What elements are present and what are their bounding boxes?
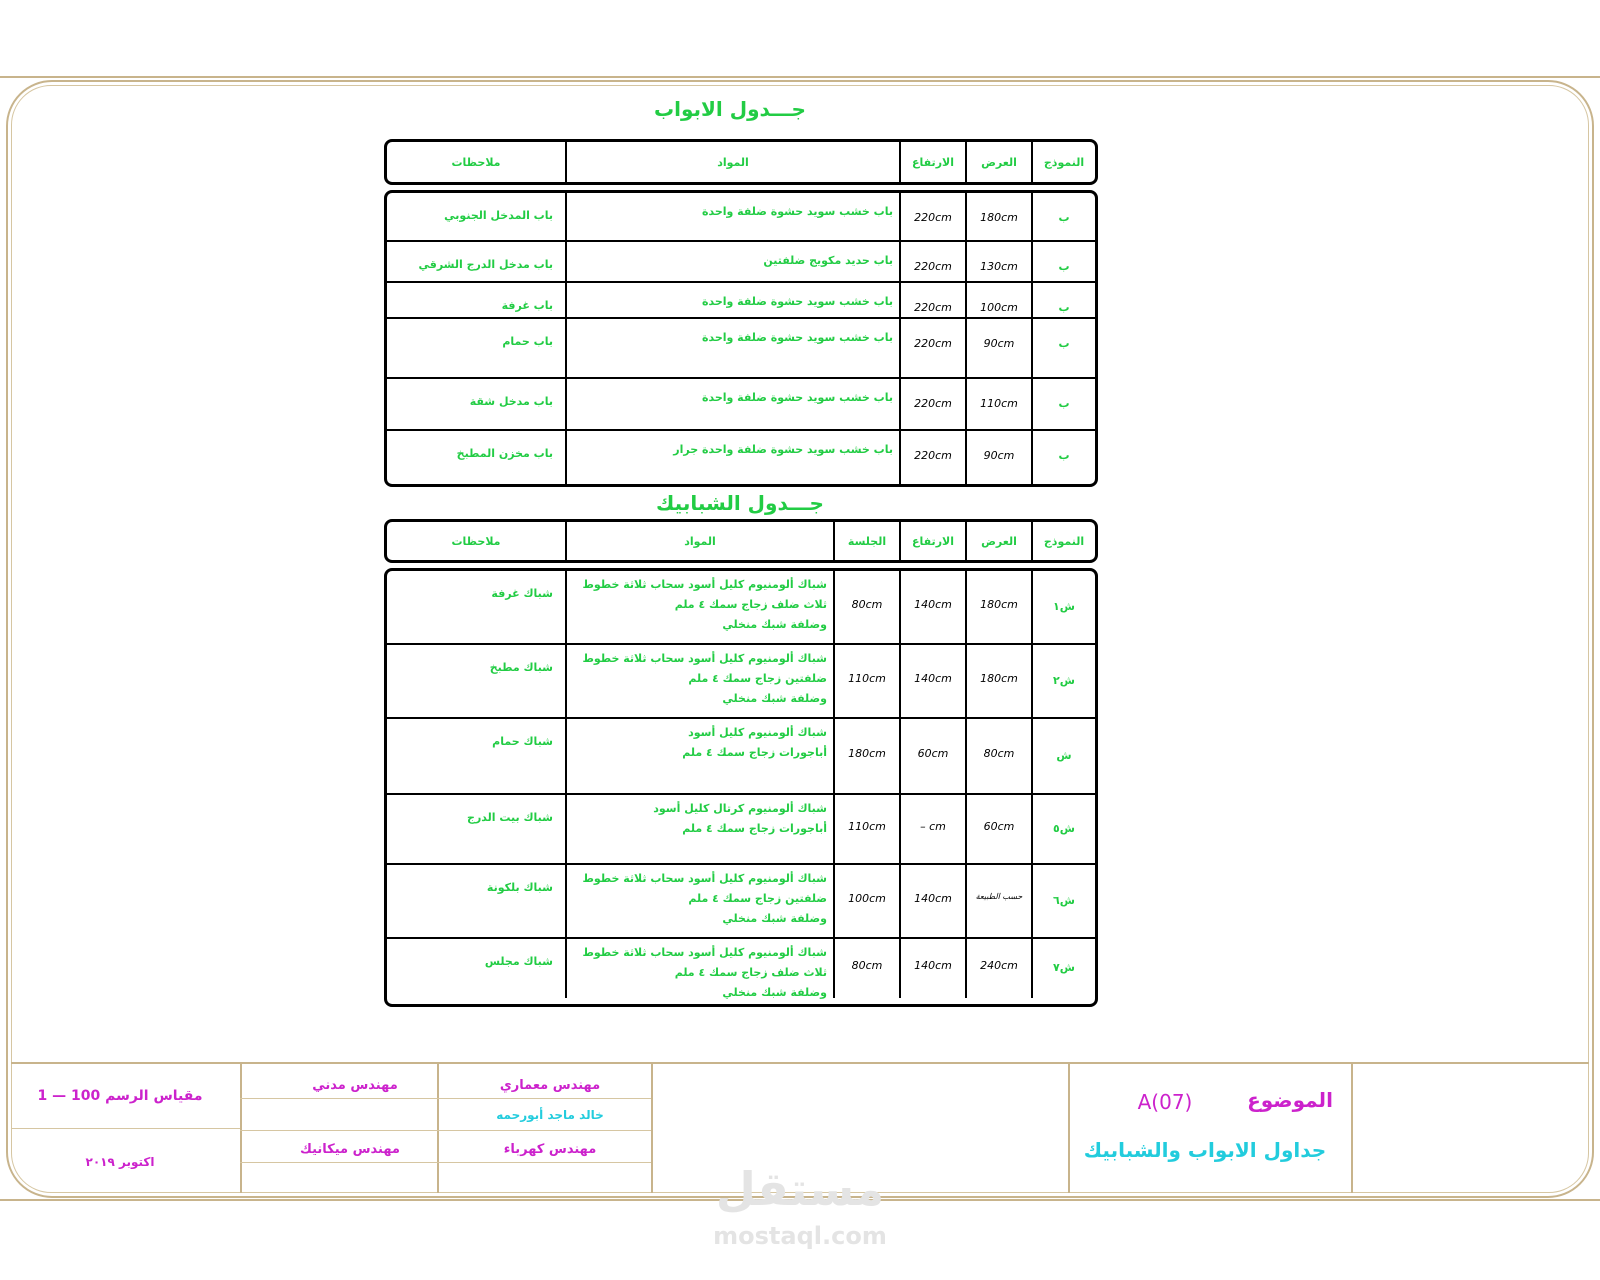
table-row	[387, 719, 1095, 795]
window-height: 140cm	[899, 645, 965, 717]
architect-name: خالد ماجد أبورحمه	[496, 1108, 604, 1122]
table-row	[387, 283, 1095, 319]
title-block-divider	[437, 1062, 439, 1193]
window-height: 140cm	[899, 865, 965, 937]
material-line: وضلفة شبك منخلي	[722, 912, 827, 925]
door-height: 220cm	[899, 379, 965, 429]
door-code: ب	[1031, 379, 1095, 429]
material-line: باب خشب سويد حشوة ضلفة واحدة	[701, 295, 893, 308]
window-width: 80cm	[965, 719, 1031, 793]
window-width: 180cm	[965, 571, 1031, 643]
material-line: باب خشب سويد حشوة ضلفة واحدة	[701, 391, 893, 404]
window-sill: 180cm	[833, 719, 899, 793]
header-material: المواد	[565, 142, 899, 182]
watermark-logo: مستقل	[715, 1162, 885, 1216]
material-line: ثلاث ضلف زجاج سمك ٤ ملم	[674, 598, 827, 611]
architect-label: مهندس معماري	[499, 1078, 601, 1093]
header-height: الارتفاع	[899, 142, 965, 182]
title-block-rule	[240, 1098, 651, 1099]
doors-table	[384, 139, 1098, 487]
window-notes: شباك مجلس	[484, 955, 553, 968]
doors-table-header	[384, 139, 1098, 185]
door-material	[565, 242, 899, 281]
window-height: – cm	[899, 795, 965, 863]
material-line: ضلفتين زجاج سمك ٤ ملم	[688, 892, 827, 905]
window-width: حسب الطبيعة	[965, 865, 1031, 937]
material-line: ضلفتين زجاج سمك ٤ ملم	[688, 672, 827, 685]
door-code: ب	[1031, 283, 1095, 317]
material-line: شباك ألومنيوم كليل أسود سحاب ثلاثة خطوط	[582, 946, 827, 959]
material-line: وضلفة شبك منخلي	[722, 986, 827, 999]
door-width: 130cm	[965, 242, 1031, 281]
door-notes: باب مخزن المطبخ	[456, 447, 553, 460]
door-material	[565, 193, 899, 240]
window-material	[565, 795, 833, 863]
civil-engineer-label: مهندس مدني	[312, 1078, 398, 1093]
material-line: وضلفة شبك منخلي	[722, 618, 827, 631]
window-code: ش٥	[1031, 795, 1095, 863]
door-code: ب	[1031, 193, 1095, 240]
title-block-rule	[240, 1130, 651, 1131]
door-width: 100cm	[965, 283, 1031, 317]
table-row	[387, 379, 1095, 431]
window-code: ش١	[1031, 571, 1095, 643]
material-line: شباك ألومنيوم كليل أسود سحاب ثلاثة خطوط	[582, 872, 827, 885]
table-row	[387, 939, 1095, 998]
scale-label: مقياس الرسم 100 — 1	[37, 1088, 203, 1104]
material-line: شباك ألومنيوم كليل أسود	[688, 726, 827, 739]
door-material	[565, 319, 899, 377]
window-height: 140cm	[899, 939, 965, 998]
window-code: ش٢	[1031, 645, 1095, 717]
subject-title: جداول الابواب والشبابيك	[1083, 1138, 1327, 1162]
date-label: اكتوبر ٢٠١٩	[85, 1155, 155, 1169]
window-width: 180cm	[965, 645, 1031, 717]
window-notes: شباك حمام	[492, 735, 553, 748]
door-code: ب	[1031, 431, 1095, 484]
watermark-site: mostaql.com	[713, 1222, 887, 1250]
window-notes: شباك بيت الدرج	[467, 811, 553, 824]
table-row	[387, 571, 1095, 645]
window-material	[565, 645, 833, 717]
table-row	[387, 319, 1095, 379]
mechanical-engineer-label: مهندس ميكانيك	[299, 1142, 400, 1157]
subject-label: الموضوع	[1247, 1088, 1333, 1112]
door-notes: باب مدخل شقة	[469, 395, 553, 408]
door-code: ب	[1031, 242, 1095, 281]
material-line: شباك ألومنيوم كليل أسود سحاب ثلاثة خطوط	[582, 652, 827, 665]
table-row	[387, 431, 1095, 484]
sheet-number: A(07)	[1137, 1090, 1193, 1114]
header-height: الارتفاع	[899, 522, 965, 560]
window-sill: 80cm	[833, 571, 899, 643]
door-height: 220cm	[899, 193, 965, 240]
material-line: شباك ألومنيوم كرتال كليل أسود	[653, 802, 827, 815]
title-block-divider	[651, 1062, 653, 1193]
title-block-rule	[240, 1162, 651, 1163]
material-line: ثلاث ضلف زجاج سمك ٤ ملم	[674, 966, 827, 979]
doors-table-body	[384, 190, 1098, 487]
window-material	[565, 571, 833, 643]
title-block-divider	[1068, 1062, 1070, 1193]
material-line: أباجورات زجاج سمك ٤ ملم	[682, 822, 827, 835]
window-height: 60cm	[899, 719, 965, 793]
header-code: النموذج	[1031, 522, 1095, 560]
window-notes: شباك بلكونة	[486, 881, 553, 894]
door-width: 110cm	[965, 379, 1031, 429]
windows-table-title: جـــدول الشبابيك	[656, 491, 824, 515]
header-notes: ملاحظات	[451, 534, 501, 548]
doors-table-title: جـــدول الابواب	[654, 97, 806, 121]
title-block-rule	[11, 1128, 240, 1129]
door-notes: باب المدخل الجنوبي	[444, 209, 553, 222]
table-row	[387, 865, 1095, 939]
windows-table-header	[384, 519, 1098, 563]
material-line: باب حديد مكويج ضلفتين	[763, 254, 893, 267]
door-width: 90cm	[965, 319, 1031, 377]
door-material	[565, 379, 899, 429]
table-row	[387, 242, 1095, 283]
header-sill: الجلسة	[833, 522, 899, 560]
material-line: أباجورات زجاج سمك ٤ ملم	[682, 746, 827, 759]
window-width: 240cm	[965, 939, 1031, 998]
door-notes: باب مدخل الدرج الشرقي	[418, 258, 553, 271]
header-width: العرض	[965, 142, 1031, 182]
window-code: ش٦	[1031, 865, 1095, 937]
door-width: 90cm	[965, 431, 1031, 484]
material-line: باب خشب سويد حشوة ضلفة واحدة	[701, 205, 893, 218]
title-block-divider	[1351, 1062, 1353, 1193]
door-height: 220cm	[899, 242, 965, 281]
door-notes: باب حمام	[502, 335, 553, 348]
header-width: العرض	[965, 522, 1031, 560]
window-sill: 100cm	[833, 865, 899, 937]
door-material	[565, 431, 899, 484]
window-notes: شباك مطبخ	[489, 661, 553, 674]
door-code: ب	[1031, 319, 1095, 377]
table-row	[387, 645, 1095, 719]
window-material	[565, 719, 833, 793]
windows-table-body	[384, 568, 1098, 1007]
window-code: ش	[1031, 719, 1095, 793]
window-width: 60cm	[965, 795, 1031, 863]
door-height: 220cm	[899, 283, 965, 317]
window-notes: شباك غرفة	[491, 587, 553, 600]
table-row	[387, 193, 1095, 242]
window-height: 140cm	[899, 571, 965, 643]
electrical-engineer-label: مهندس كهرباء	[503, 1142, 597, 1157]
material-line: باب خشب سويد حشوة ضلفة واحدة جرار	[673, 443, 893, 456]
header-code: النموذج	[1031, 142, 1095, 182]
door-notes: باب غرفة	[501, 299, 553, 312]
window-sill: 110cm	[833, 645, 899, 717]
window-sill: 80cm	[833, 939, 899, 998]
window-material	[565, 865, 833, 937]
door-material	[565, 283, 899, 317]
header-notes: ملاحظات	[451, 155, 501, 169]
material-line: شباك ألومنيوم كليل أسود سحاب ثلاثة خطوط	[582, 578, 827, 591]
windows-table	[384, 519, 1098, 1007]
window-material	[565, 939, 833, 998]
window-sill: 110cm	[833, 795, 899, 863]
header-material: المواد	[565, 522, 833, 560]
door-height: 220cm	[899, 431, 965, 484]
door-height: 220cm	[899, 319, 965, 377]
table-row	[387, 795, 1095, 865]
door-width: 180cm	[965, 193, 1031, 240]
material-line: وضلفة شبك منخلي	[722, 692, 827, 705]
title-block-divider	[240, 1062, 242, 1193]
material-line: باب خشب سويد حشوة ضلفة واحدة	[701, 331, 893, 344]
window-code: ش٧	[1031, 939, 1095, 998]
